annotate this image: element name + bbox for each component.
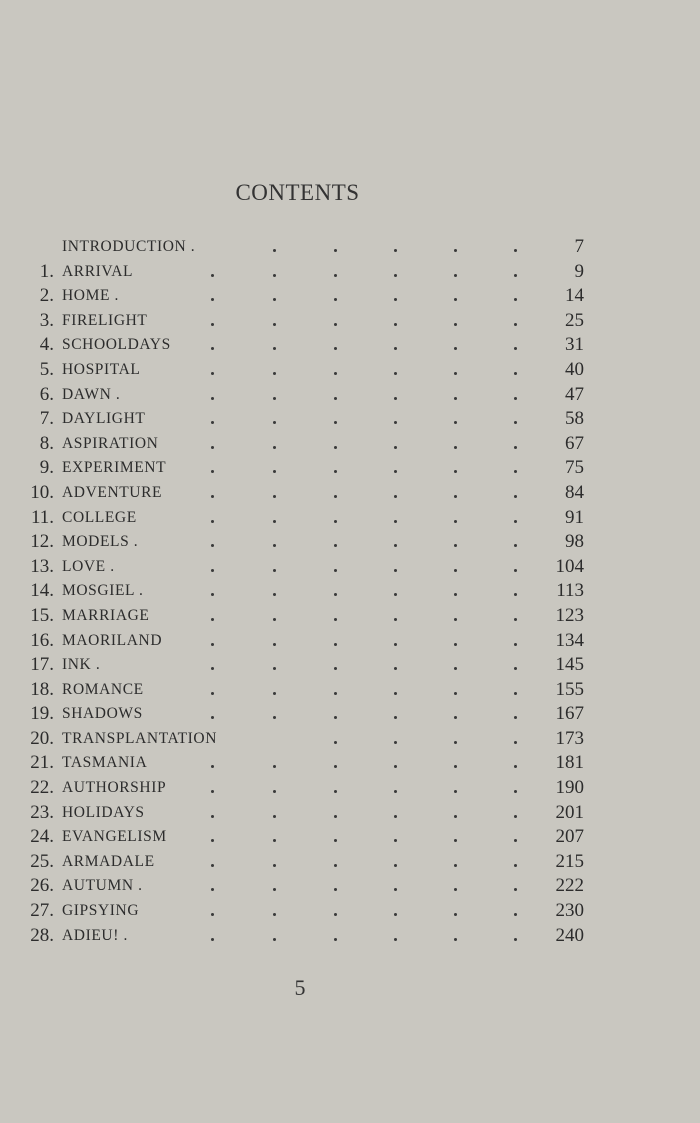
leader-dot <box>334 643 337 646</box>
leader-dot <box>273 421 276 424</box>
leader-dot <box>273 888 276 891</box>
leader-dot <box>334 716 337 719</box>
page-number: 222 <box>555 875 584 897</box>
leader-dot <box>514 520 517 523</box>
page-number: 31 <box>565 334 584 356</box>
page-number: 181 <box>555 752 584 774</box>
leader-dot <box>394 692 397 695</box>
leader-dot <box>211 495 214 498</box>
page-number: 75 <box>565 457 584 479</box>
leader-dot <box>334 913 337 916</box>
leader-dot <box>273 520 276 523</box>
leader-dot <box>334 938 337 941</box>
chapter-number: 1. <box>39 260 54 282</box>
chapter-title: EXPERIMENT <box>62 459 167 477</box>
chapter-number: 13. <box>30 555 54 577</box>
chapter-number: 5. <box>39 358 54 380</box>
leader-dot <box>334 495 337 498</box>
leader-dot <box>334 765 337 768</box>
chapter-title: AUTHORSHIP <box>62 779 167 797</box>
leader-dot <box>394 544 397 547</box>
leader-dot <box>334 421 337 424</box>
page-folio: 5 <box>294 975 306 1000</box>
leader-dot <box>514 938 517 941</box>
leader-dot <box>273 323 276 326</box>
leader-dot <box>211 397 214 400</box>
leader-dot <box>454 765 457 768</box>
page-number: 215 <box>555 850 584 872</box>
leader-dot <box>273 815 276 818</box>
leader-dot <box>514 569 517 572</box>
leader-dot <box>334 790 337 793</box>
leader-dot <box>273 274 276 277</box>
chapter-number: 19. <box>30 703 54 725</box>
toc-row <box>0 481 700 506</box>
chapter-title: LOVE . <box>62 557 115 575</box>
page-number: 123 <box>555 604 584 626</box>
chapter-number: 27. <box>30 900 54 922</box>
leader-dot <box>273 249 276 252</box>
leader-dot <box>394 323 397 326</box>
toc-row <box>0 260 700 285</box>
leader-dot <box>334 372 337 375</box>
leader-dot <box>514 741 517 744</box>
leader-dot <box>273 618 276 621</box>
toc-row <box>0 383 700 408</box>
chapter-title: AUTUMN . <box>62 877 143 895</box>
leader-dot <box>273 913 276 916</box>
leader-dot <box>211 864 214 867</box>
leader-dot <box>454 446 457 449</box>
chapter-number: 2. <box>39 285 54 307</box>
leader-dot <box>273 790 276 793</box>
leader-dot <box>211 815 214 818</box>
chapter-number: 24. <box>30 826 54 848</box>
leader-dot <box>454 323 457 326</box>
leader-dot <box>454 495 457 498</box>
leader-dot <box>394 520 397 523</box>
table-of-contents <box>0 235 700 948</box>
leader-dot <box>273 347 276 350</box>
leader-dot <box>454 913 457 916</box>
leader-dot <box>273 446 276 449</box>
chapter-number: 26. <box>30 875 54 897</box>
leader-dot <box>394 569 397 572</box>
toc-row <box>0 653 700 678</box>
leader-dot <box>454 716 457 719</box>
leader-dot <box>454 864 457 867</box>
leader-dot <box>454 421 457 424</box>
leader-dot <box>211 643 214 646</box>
chapter-title: GIPSYING <box>62 902 140 920</box>
leader-dot <box>334 274 337 277</box>
chapter-number: 16. <box>30 629 54 651</box>
toc-row <box>0 333 700 358</box>
chapter-number: 10. <box>30 481 54 503</box>
chapter-title: COLLEGE <box>62 508 137 526</box>
leader-dot <box>273 765 276 768</box>
page-number: 207 <box>555 826 584 848</box>
toc-row <box>0 530 700 555</box>
page-number: 113 <box>556 580 584 602</box>
leader-dot <box>334 470 337 473</box>
leader-dot <box>211 938 214 941</box>
leader-dot <box>514 815 517 818</box>
leader-dot <box>454 790 457 793</box>
page-number: 7 <box>574 236 584 257</box>
chapter-number: 23. <box>30 801 54 823</box>
toc-row <box>0 899 700 924</box>
page-number: 9 <box>574 260 584 282</box>
leader-dot <box>211 470 214 473</box>
page-number: 134 <box>555 629 584 651</box>
leader-dot <box>211 347 214 350</box>
leader-dot <box>394 274 397 277</box>
leader-dot <box>454 692 457 695</box>
leader-dot <box>454 397 457 400</box>
leader-dot <box>514 544 517 547</box>
leader-dot <box>211 913 214 916</box>
leader-dot <box>273 864 276 867</box>
leader-dot <box>394 716 397 719</box>
leader-dot <box>454 520 457 523</box>
leader-dot <box>514 913 517 916</box>
leader-dot <box>334 520 337 523</box>
leader-dot <box>334 667 337 670</box>
page-number: 25 <box>565 309 584 331</box>
leader-dot <box>454 544 457 547</box>
chapter-number: 14. <box>30 580 54 602</box>
page-number: 230 <box>555 900 584 922</box>
page-number: 14 <box>565 285 584 307</box>
leader-dot <box>394 815 397 818</box>
leader-dot <box>454 618 457 621</box>
leader-dot <box>454 643 457 646</box>
leader-dot <box>273 544 276 547</box>
chapter-title: MODELS . <box>62 533 139 551</box>
leader-dot <box>273 569 276 572</box>
leader-dot <box>273 372 276 375</box>
leader-dot <box>211 692 214 695</box>
leader-dot <box>394 249 397 252</box>
toc-row <box>0 727 700 752</box>
chapter-title: ARMADALE <box>62 852 155 870</box>
leader-dot <box>454 888 457 891</box>
leader-dot <box>394 298 397 301</box>
chapter-number: 22. <box>30 777 54 799</box>
chapter-title: HOSPITAL <box>62 360 141 378</box>
chapter-number: 6. <box>39 383 54 405</box>
leader-dot <box>211 667 214 670</box>
leader-dot <box>211 298 214 301</box>
chapter-number: 15. <box>30 604 54 626</box>
leader-dot <box>334 815 337 818</box>
leader-dot <box>454 274 457 277</box>
leader-dot <box>334 544 337 547</box>
leader-dot <box>454 593 457 596</box>
chapter-title: ADIEU! . <box>62 926 128 944</box>
leader-dot <box>394 888 397 891</box>
chapter-number: 17. <box>30 654 54 676</box>
leader-dot <box>211 716 214 719</box>
leader-dot <box>334 888 337 891</box>
chapter-number: 8. <box>39 432 54 454</box>
leader-dot <box>273 495 276 498</box>
leader-dot <box>394 421 397 424</box>
leader-dot <box>273 716 276 719</box>
chapter-title: INTRODUCTION . <box>62 238 196 255</box>
page-number: 47 <box>565 383 584 405</box>
leader-dot <box>334 249 337 252</box>
chapter-number: 18. <box>30 678 54 700</box>
leader-dot <box>394 372 397 375</box>
leader-dot <box>394 913 397 916</box>
leader-dot <box>211 765 214 768</box>
page-number: 91 <box>565 506 584 528</box>
toc-row <box>0 358 700 383</box>
chapter-number: 21. <box>30 752 54 774</box>
leader-dot <box>211 790 214 793</box>
leader-dot <box>394 446 397 449</box>
leader-dot <box>514 765 517 768</box>
leader-dot <box>514 470 517 473</box>
leader-dot <box>514 839 517 842</box>
toc-row <box>0 432 700 457</box>
leader-dot <box>514 643 517 646</box>
toc-row <box>0 407 700 432</box>
leader-dot <box>211 593 214 596</box>
page-number: 190 <box>555 777 584 799</box>
toc-row <box>0 678 700 703</box>
chapter-number: 3. <box>39 309 54 331</box>
leader-dot <box>394 765 397 768</box>
leader-dot <box>334 446 337 449</box>
leader-dots <box>0 653 700 678</box>
leader-dot <box>273 938 276 941</box>
chapter-title: SHADOWS <box>62 705 143 723</box>
leader-dot <box>211 323 214 326</box>
page-number: 240 <box>555 924 584 946</box>
leader-dot <box>334 593 337 596</box>
leader-dot <box>514 397 517 400</box>
leader-dot <box>514 372 517 375</box>
page-number: 40 <box>565 358 584 380</box>
chapter-number: 28. <box>30 924 54 946</box>
leader-dot <box>514 347 517 350</box>
chapter-title: ARRIVAL <box>62 262 134 280</box>
leader-dot <box>454 839 457 842</box>
page-number: 167 <box>555 703 584 725</box>
leader-dot <box>273 839 276 842</box>
chapter-title: DAWN . <box>62 385 121 403</box>
leader-dot <box>514 790 517 793</box>
leader-dot <box>211 569 214 572</box>
page-number: 104 <box>555 555 584 577</box>
leader-dot <box>334 298 337 301</box>
leader-dot <box>273 298 276 301</box>
chapter-title: DAYLIGHT <box>62 410 146 428</box>
leader-dot <box>334 397 337 400</box>
toc-row <box>0 235 700 260</box>
leader-dot <box>211 274 214 277</box>
chapter-title: HOLIDAYS <box>62 803 145 821</box>
leader-dot <box>454 741 457 744</box>
leader-dot <box>394 643 397 646</box>
chapter-title: SCHOOLDAYS <box>62 336 171 354</box>
leader-dot <box>394 790 397 793</box>
leader-dot <box>334 347 337 350</box>
leader-dot <box>211 372 214 375</box>
toc-row <box>0 629 700 654</box>
leader-dot <box>394 741 397 744</box>
chapter-title: INK . <box>62 656 101 674</box>
leader-dot <box>514 716 517 719</box>
leader-dot <box>211 618 214 621</box>
chapter-number: 7. <box>39 408 54 430</box>
page-number: 98 <box>565 531 584 553</box>
page-number: 201 <box>555 801 584 823</box>
chapter-number: 9. <box>39 457 54 479</box>
leader-dot <box>273 643 276 646</box>
leader-dot <box>334 569 337 572</box>
chapter-title: MOSGIEL . <box>62 582 144 600</box>
page-title: CONTENTS <box>235 180 360 205</box>
chapter-title: TRANSPLANTATION <box>62 729 218 747</box>
chapter-title: ROMANCE <box>62 680 144 698</box>
leader-dot <box>454 815 457 818</box>
leader-dot <box>394 667 397 670</box>
leader-dot <box>394 593 397 596</box>
chapter-title: ADVENTURE <box>62 483 163 501</box>
page-number: 67 <box>565 432 584 454</box>
chapter-title: FIRELIGHT <box>62 311 148 329</box>
leader-dot <box>273 593 276 596</box>
chapter-title: HOME . <box>62 287 119 305</box>
leader-dot <box>454 667 457 670</box>
chapter-number: 20. <box>30 727 54 749</box>
leader-dot <box>454 470 457 473</box>
leader-dot <box>514 249 517 252</box>
toc-row <box>0 924 700 949</box>
leader-dot <box>273 667 276 670</box>
leader-dot <box>514 618 517 621</box>
leader-dot <box>334 864 337 867</box>
leader-dot <box>394 397 397 400</box>
leader-dot <box>334 692 337 695</box>
leader-dot <box>211 544 214 547</box>
chapter-title: MARRIAGE <box>62 606 150 624</box>
toc-row <box>0 284 700 309</box>
leader-dot <box>334 839 337 842</box>
leader-dot <box>514 864 517 867</box>
chapter-title: MAORILAND <box>62 631 163 649</box>
leader-dot <box>394 495 397 498</box>
chapter-number: 25. <box>30 850 54 872</box>
leader-dot <box>454 249 457 252</box>
leader-dot <box>394 839 397 842</box>
page-number: 84 <box>565 481 584 503</box>
page-number: 173 <box>555 727 584 749</box>
chapter-title: ASPIRATION <box>62 434 159 452</box>
toc-row <box>0 702 700 727</box>
toc-row <box>0 751 700 776</box>
leader-dot <box>334 741 337 744</box>
leader-dot <box>514 323 517 326</box>
leader-dot <box>454 372 457 375</box>
leader-dot <box>394 938 397 941</box>
toc-row <box>0 825 700 850</box>
leader-dot <box>514 888 517 891</box>
leader-dot <box>514 593 517 596</box>
leader-dot <box>514 667 517 670</box>
leader-dot <box>394 618 397 621</box>
chapter-title: EVANGELISM <box>62 828 167 846</box>
toc-row <box>0 874 700 899</box>
leader-dot <box>273 397 276 400</box>
toc-row <box>0 309 700 334</box>
leader-dot <box>514 421 517 424</box>
leader-dot <box>454 347 457 350</box>
chapter-number: 12. <box>30 531 54 553</box>
chapter-number: 4. <box>39 334 54 356</box>
toc-row <box>0 850 700 875</box>
toc-row <box>0 801 700 826</box>
toc-row <box>0 776 700 801</box>
chapter-title: TASMANIA <box>62 754 148 772</box>
leader-dot <box>454 938 457 941</box>
leader-dot <box>334 618 337 621</box>
leader-dot <box>211 520 214 523</box>
page-number: 145 <box>555 654 584 676</box>
leader-dot <box>514 274 517 277</box>
chapter-number: 11. <box>30 506 54 528</box>
leader-dot <box>211 888 214 891</box>
leader-dot <box>454 569 457 572</box>
leader-dot <box>514 495 517 498</box>
leader-dot <box>514 446 517 449</box>
page-number: 155 <box>555 678 584 700</box>
leader-dot <box>211 421 214 424</box>
leader-dot <box>211 839 214 842</box>
toc-row <box>0 604 700 629</box>
leader-dot <box>514 298 517 301</box>
page-number: 58 <box>565 408 584 430</box>
leader-dot <box>454 298 457 301</box>
toc-row <box>0 579 700 604</box>
toc-row <box>0 456 700 481</box>
toc-row <box>0 555 700 580</box>
leader-dot <box>394 347 397 350</box>
leader-dot <box>334 323 337 326</box>
leader-dot <box>273 470 276 473</box>
leader-dot <box>394 864 397 867</box>
leader-dot <box>211 446 214 449</box>
leader-dot <box>514 692 517 695</box>
leader-dot <box>273 692 276 695</box>
toc-row <box>0 506 700 531</box>
leader-dot <box>394 470 397 473</box>
